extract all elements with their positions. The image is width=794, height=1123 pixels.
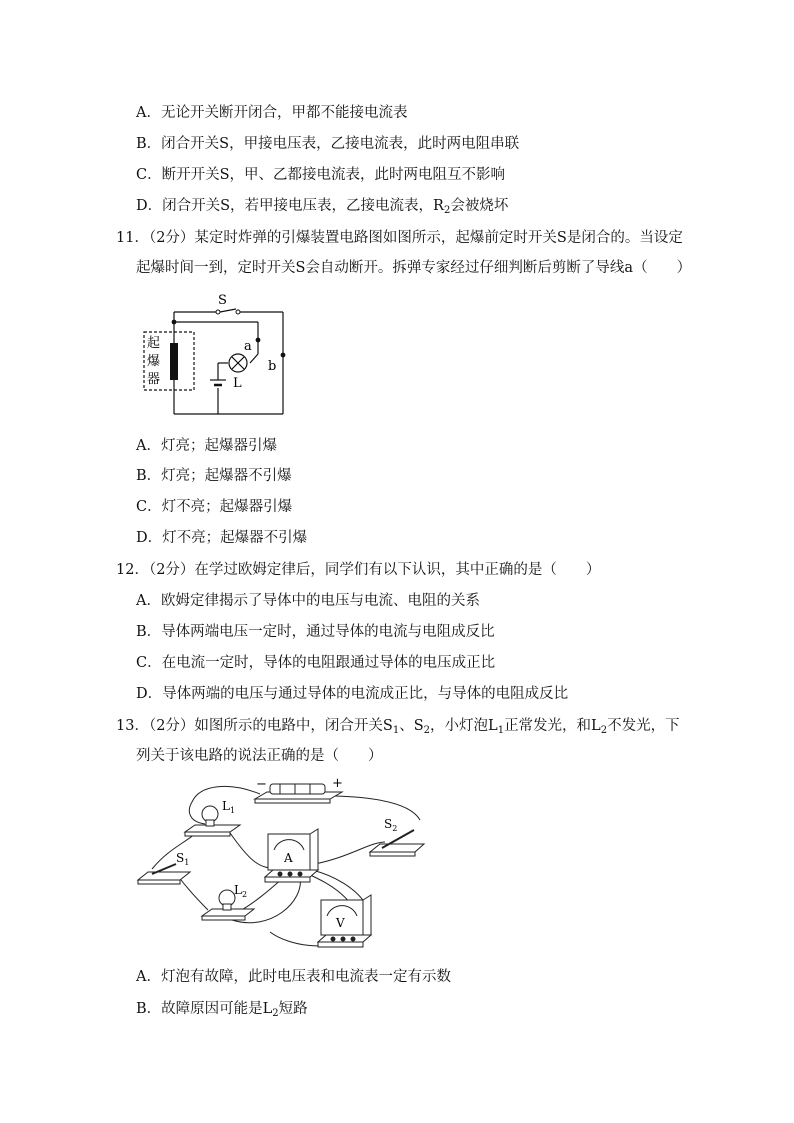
q12-option-c: C．在电流一定时，导体的电阻跟通过导体的电压成正比 (136, 655, 496, 671)
q12-stem: 12．（2分）在学过欧姆定律后，同学们有以下认识，其中正确的是（ ） (116, 562, 601, 578)
q12-option-d: D．导体两端的电压与通过导体的电流成正比，与导体的电阻成反比 (136, 686, 569, 702)
q11-option-c: C．灯不亮；起爆器引爆 (136, 499, 293, 515)
q13-stem-line2: 列关于该电路的说法正确的是（ ） (136, 748, 383, 764)
label-b: b (268, 359, 277, 374)
q10-option-d: D．闭合开关S，若甲接电压表，乙接电流表，$R_2$会被烧坏 (136, 198, 509, 216)
label-lamp-l: L (233, 376, 242, 391)
battery-minus-label: − (256, 777, 267, 792)
voltmeter-label: V (336, 916, 345, 930)
s1-label: $S_1$ (176, 851, 190, 867)
q13-circuit-illustration (130, 772, 430, 952)
q10-option-a: A．无论开关断开闭合，甲都不能接电流表 (136, 105, 408, 121)
q13-option-a: A．灯泡有故障，此时电压表和电流表一定有示数 (136, 969, 451, 985)
q11-stem-line1: 11．（2分）某定时炸弹的引爆装置电路图如图所示，起爆前定时开关S是闭合的。当设定 (116, 230, 683, 246)
label-a: a (244, 339, 252, 354)
l2-label: $L_2$ (234, 883, 248, 899)
q11-stem-line2: 起爆时间一到，定时开关S会自动断开。拆弹专家经过仔细判断后剪断了导线a（ ） (136, 260, 692, 276)
q11-option-d: D．灯不亮；起爆器不引爆 (136, 530, 308, 546)
battery-plus-label: + (332, 776, 343, 791)
label-detonator-1: 起 (147, 336, 161, 351)
l1-label: $L_1$ (222, 799, 236, 815)
label-switch-s: S (218, 293, 227, 308)
q11-circuit-diagram (130, 288, 300, 418)
q11-option-b: B．灯亮；起爆器不引爆 (136, 468, 292, 484)
q13-option-b: B．故障原因可能是$L_2$短路 (136, 1001, 308, 1019)
q12-option-b: B．导体两端电压一定时，通过导体的电流与电阻成反比 (136, 624, 495, 640)
q10-option-c: C．断开开关S，甲、乙都接电流表，此时两电阻互不影响 (136, 167, 506, 183)
q10-option-b: B．闭合开关S，甲接电压表，乙接电流表，此时两电阻串联 (136, 136, 520, 152)
ammeter-label: A (284, 851, 293, 865)
label-detonator-3: 器 (147, 372, 161, 387)
q13-stem-line1: 13．（2分）如图所示的电路中，闭合开关$S_1$、$S_2$，小灯泡$L_1$正常发光，和$L_2$不发光，下 (116, 718, 680, 736)
q12-option-a: A．欧姆定律揭示了导体中的电压与电流、电阻的关系 (136, 593, 480, 609)
detonator-block (170, 343, 178, 380)
label-detonator-2: 爆 (147, 354, 161, 369)
battery-holder (255, 784, 342, 803)
q11-option-a: A．灯亮；起爆器引爆 (136, 438, 277, 454)
s2-label: $S_2$ (384, 817, 398, 833)
